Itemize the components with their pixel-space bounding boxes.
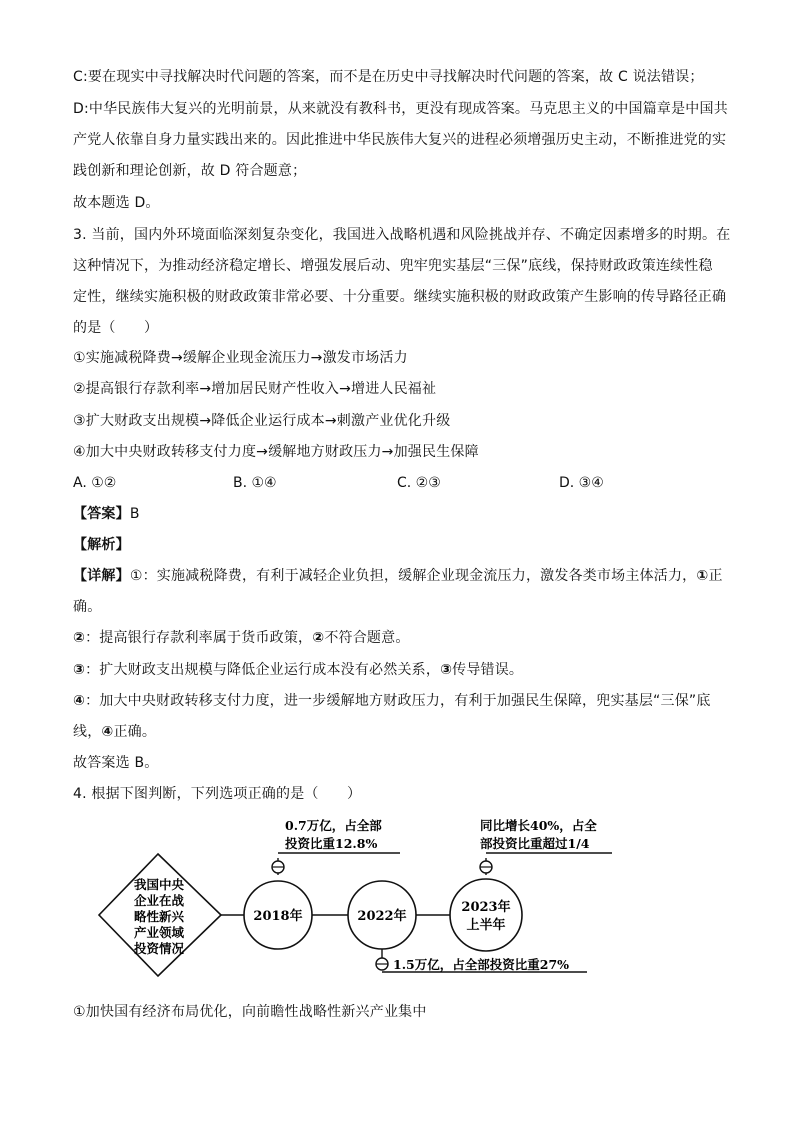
detail-1-text: ①：实施减税降费，有利于减轻企业负担，缓解企业现金流压力，激发各类市场主体活力， bbox=[129, 568, 697, 584]
detail-4-mark: ④ bbox=[73, 693, 86, 709]
q4-item-1: ①加快国有经济布局优化，向前瞻性战略性新兴产业集中 bbox=[73, 1004, 427, 1020]
detail-2-text: ：提高银行存款利率属于货币政策， bbox=[85, 630, 313, 646]
diamond-line-1: 我国中央 bbox=[133, 877, 185, 892]
q3-option-a: A. ①② bbox=[73, 475, 117, 491]
q3-item-2: ②提高银行存款利率→增加居民财产性收入→增进人民福祉 bbox=[73, 381, 437, 397]
diamond-line-5: 投资情况 bbox=[133, 941, 185, 956]
q3-answer bbox=[73, 504, 140, 524]
detail-1-mark: ① bbox=[696, 568, 709, 584]
note-2022: 1.5万亿，占全部投资比重27% bbox=[393, 957, 570, 972]
answer-value: B bbox=[129, 506, 140, 522]
q3-option-b: B. ①④ bbox=[233, 475, 277, 491]
detail-3-verdict: 传导错误。 bbox=[452, 662, 524, 678]
detail-line4 bbox=[73, 691, 711, 711]
q2-conclusion: 故本题选 D。 bbox=[73, 195, 160, 211]
detail-2-mark2: ② bbox=[312, 630, 325, 646]
note-2023-line2: 部投资比重超过1/4 bbox=[480, 836, 590, 851]
q3-stem-line2: 这种情况下，为推动经济稳定增长、增强发展后动、兜牢兜实基层“三保”底线，保持财政政策连续性稳 bbox=[73, 258, 713, 274]
detail-line2 bbox=[73, 628, 410, 648]
detail-3-mark2: ③ bbox=[440, 662, 453, 678]
detail-4-text-cont: 线， bbox=[73, 724, 102, 740]
q3-stem-line1: 3. 当前，国内外环境面临深刻复杂变化，我国进入战略机遇和风险挑战并存、不确定因素增多的时期。在 bbox=[73, 227, 731, 243]
detail-2-mark: ② bbox=[73, 630, 86, 646]
q3-option-d: D. ③④ bbox=[559, 475, 604, 491]
diamond-line-3: 略性新兴 bbox=[133, 909, 185, 924]
option-d-analysis-line1: D:中华民族伟大复兴的光明前景，从来就没有教科书，更没有现成答案。马克思主义的中国篇章是中国共 bbox=[73, 101, 728, 117]
q3-stem-line4: 的是（ ） bbox=[73, 320, 159, 336]
diamond-line-2: 企业在战 bbox=[133, 893, 185, 908]
detail-4-verdict: 正确。 bbox=[113, 724, 157, 740]
detail-3-text: ：扩大财政支出规模与降低企业运行成本没有必然关系， bbox=[85, 662, 441, 678]
q3-item-4: ④加大中央财政转移支付力度→缓解地方财政压力→加强民生保障 bbox=[73, 444, 479, 460]
note-2018-line2: 投资比重12.8% bbox=[285, 836, 378, 851]
investment-diagram bbox=[95, 808, 625, 993]
detail-line1-cont: 确。 bbox=[73, 599, 102, 615]
node-2022-label: 2022年 bbox=[357, 909, 407, 924]
node-2023h1 bbox=[450, 879, 522, 951]
q3-conclusion: 故答案选 B。 bbox=[73, 755, 159, 771]
note-2018-line1: 0.7万亿，占全部 bbox=[285, 818, 382, 833]
diamond-line-4: 产业领域 bbox=[133, 925, 185, 940]
detail-3-mark: ③ bbox=[73, 662, 86, 678]
node-2023h1-label-2: 上半年 bbox=[466, 918, 506, 933]
detail-4-mark2: ④ bbox=[101, 724, 114, 740]
option-c-analysis: C:要在现实中寻找解决时代问题的答案，而不是在历史中寻找解决时代问题的答案，故 C 说法错误； bbox=[73, 69, 704, 85]
q3-option-c: C. ②③ bbox=[397, 475, 441, 491]
answer-tag: 【答案】 bbox=[73, 506, 130, 522]
detail-1-verdict: 正 bbox=[708, 568, 723, 584]
analysis-tag: 【解析】 bbox=[73, 537, 130, 553]
detail-tag: 【详解】 bbox=[73, 568, 130, 584]
q3-item-1: ①实施减税降费→缓解企业现金流压力→激发市场活力 bbox=[73, 350, 408, 366]
q3-item-3: ③扩大财政支出规模→降低企业运行成本→刺激产业优化升级 bbox=[73, 413, 451, 429]
detail-line4-cont bbox=[73, 722, 156, 742]
detail-2-verdict: 不符合题意。 bbox=[324, 630, 410, 646]
option-d-analysis-line3: 践创新和理论创新，故 D 符合题意； bbox=[73, 163, 307, 179]
q4-stem: 4. 根据下图判断，下列选项正确的是（ ） bbox=[73, 786, 362, 802]
q3-stem-line3: 定性，继续实施积极的财政政策非常必要、十分重要。继续实施积极的财政政策产生影响的传导路径正确 bbox=[73, 289, 727, 305]
note-2023-line1: 同比增长40%，占全 bbox=[480, 818, 597, 833]
detail-4-text: ：加大中央财政转移支付力度，进一步缓解地方财政压力，有利于加强民生保障，兜实基层“三保”底 bbox=[85, 693, 711, 709]
detail-line3 bbox=[73, 660, 523, 680]
node-2018-label: 2018年 bbox=[253, 909, 303, 924]
node-2023h1-label-1: 2023年 bbox=[461, 900, 511, 915]
option-d-analysis-line2: 产党人依靠自身力量实践出来的。因此推进中华民族伟大复兴的进程必须增强历史主动，不断推进党的实 bbox=[73, 132, 727, 148]
detail-line1 bbox=[73, 566, 723, 586]
